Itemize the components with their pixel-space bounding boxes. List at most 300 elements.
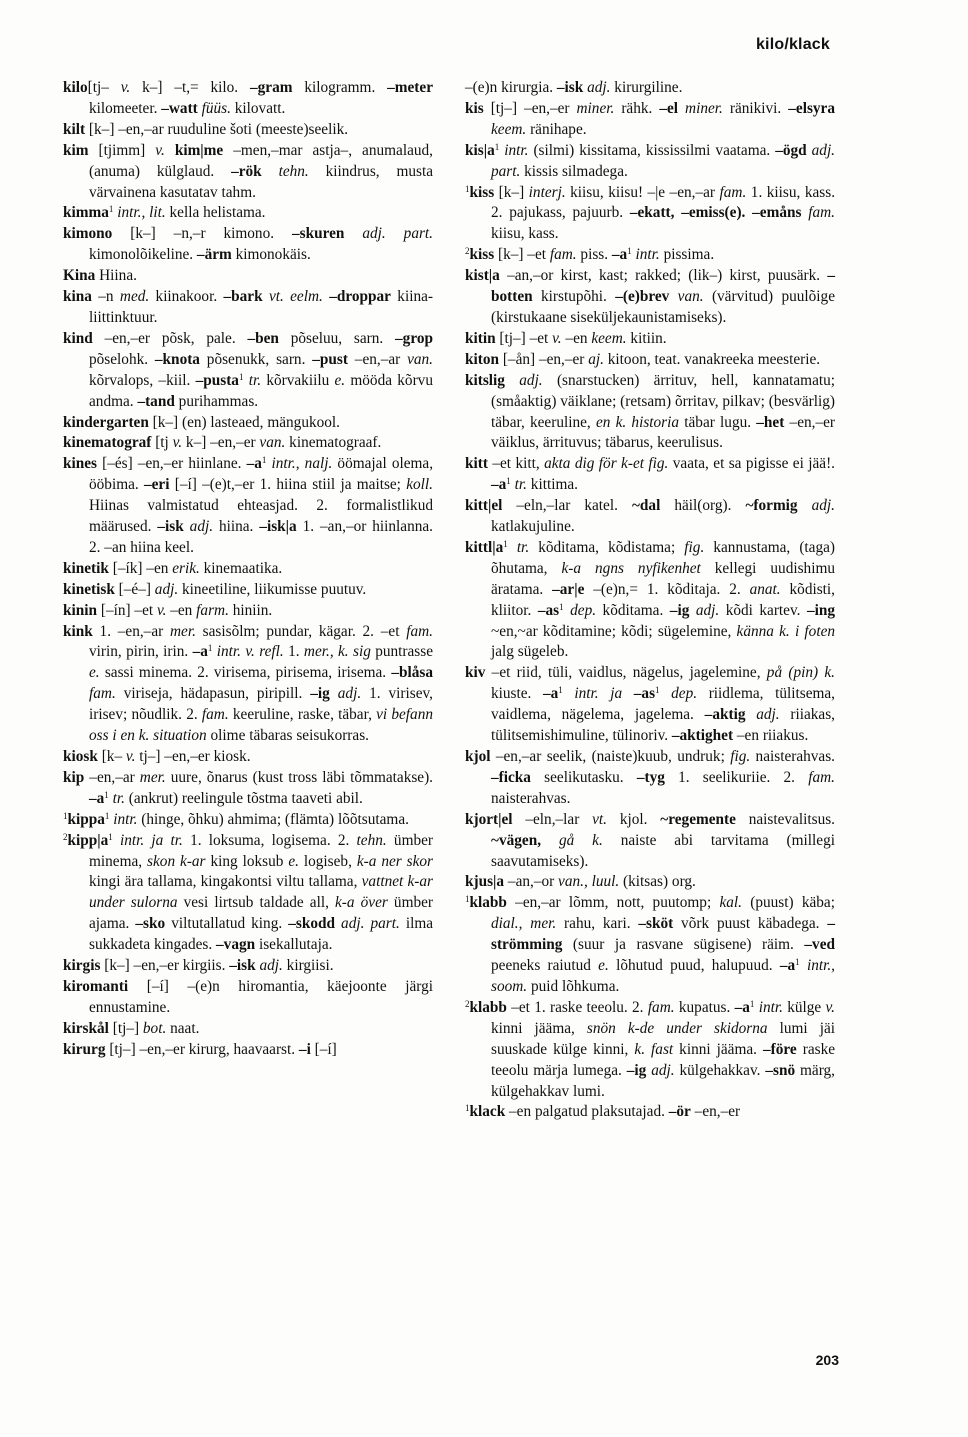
definition-text: kinni jääma.	[673, 1040, 764, 1058]
definition-text: hiniin.	[228, 601, 273, 619]
superscript: 1	[465, 894, 470, 905]
definition-text: märg, külgehakkav lumi.	[491, 1061, 835, 1100]
definition-text: hiina.	[213, 518, 260, 536]
definition-text: kiinakoor.	[149, 288, 224, 306]
superscript: 1	[795, 957, 800, 968]
label-text: anat.	[749, 580, 781, 598]
headword-text: –aktig	[704, 706, 746, 724]
dictionary-entry	[465, 266, 835, 329]
headword-text: –knota	[154, 350, 200, 368]
definition-text: kineetiline, liikumisse puutuv.	[178, 580, 367, 598]
definition-text: kitoon, teat. vanakreeka meesterie.	[603, 350, 821, 368]
superscript: 1	[104, 810, 110, 821]
headword-text: kiss	[469, 246, 495, 264]
headword-text: kilo	[63, 79, 88, 96]
headword-text: –sko	[135, 915, 166, 933]
headword-text: –sköt	[638, 915, 674, 933]
definition-text: kilomeeter.	[89, 99, 162, 117]
page-number: 203	[815, 1352, 839, 1368]
definition-text: –en palgatud plaksutajad.	[505, 1103, 669, 1121]
definition-text: king loksub	[205, 852, 289, 870]
headword-text: ~vägen,	[491, 831, 542, 849]
headword-text: ~dal	[631, 497, 661, 515]
dictionary-entry	[63, 433, 433, 454]
label-text: adj.	[519, 371, 543, 389]
definition-text: puntrasse	[370, 643, 433, 661]
headword-text: kimma	[63, 204, 109, 222]
superscript: 1	[627, 246, 632, 257]
definition-text: kitiin.	[626, 329, 667, 347]
headword-text: ~formig	[745, 497, 798, 515]
definition-text: häil(org).	[660, 497, 746, 515]
definition-text	[541, 832, 559, 849]
headword-text: kinematograf	[63, 434, 152, 452]
definition-text: –en,–er väiklus, ärrituvus; täbarus, keerulisus.	[491, 413, 835, 452]
definition-text: [–és] –en,–er hiinlane.	[97, 455, 247, 473]
label-text: adj.	[337, 685, 362, 703]
definition-text: isekallutaja.	[255, 936, 333, 954]
label-text: intr. ja tr.	[120, 831, 183, 849]
headword-text: –ben	[247, 329, 279, 347]
headword-text: kjus|a	[465, 873, 505, 891]
definition-text: põseluu, sarn.	[278, 329, 396, 347]
definition-text: rähk.	[614, 99, 660, 117]
dictionary-entry	[63, 810, 433, 831]
label-text: v.	[172, 434, 183, 452]
definition-text: [–í] –(e)n hiromantia, käejoonte järgi ennustamine.	[89, 977, 433, 1016]
superscript: 1	[207, 643, 213, 654]
definition-text: viltutallatud king.	[165, 915, 289, 933]
dictionary-entry	[465, 538, 835, 663]
headword-text: –pust	[312, 350, 348, 368]
label-text: interj.	[528, 183, 566, 201]
headword-text: kist|a	[465, 267, 500, 285]
definition-text: riiakas, tülitsemishimuline, tülinoriv.	[491, 706, 835, 745]
dictionary-entry	[465, 810, 835, 873]
label-text: e.	[288, 852, 299, 870]
definition-text	[508, 539, 517, 556]
dictionary-entry	[63, 747, 433, 768]
dictionary-entry	[465, 496, 835, 538]
definition-text: vaata, et sa pigisse ei jää!.	[668, 455, 835, 473]
headword-text: –a	[246, 455, 262, 473]
definition-text	[262, 163, 279, 180]
superscript: 1	[261, 455, 267, 466]
definition-text: kõrvalops, –kiil.	[89, 371, 196, 389]
headword-text: –ved	[804, 936, 835, 954]
right-column	[465, 78, 835, 1123]
definition-text: [tj–] –en,–er kirurg, haavaarst.	[105, 1040, 299, 1058]
headword-text: –ig	[310, 685, 330, 703]
headword-text: –ficka	[491, 768, 531, 786]
definition-text: kinni jääma,	[491, 1019, 587, 1037]
running-head: kilo/klack	[755, 36, 830, 53]
definition-text: Hiinas valmistatud ehteasjad. 2. formalistlikud määrused.	[89, 497, 433, 536]
headword-text: –tand	[137, 392, 175, 410]
definition-text: 1.	[283, 643, 304, 661]
label-text: erik.	[172, 559, 200, 577]
label-text: vt.	[592, 810, 608, 828]
definition-text: naistevalitsus.	[735, 810, 835, 828]
headword-text: –blåsa	[391, 664, 433, 682]
definition-text: kilovatt.	[230, 99, 286, 117]
headword-text: kippa	[67, 810, 105, 828]
definition-text: (silmi) kissitama, kississilmi vaatama.	[528, 141, 776, 159]
definition-text: kinematograaf.	[285, 434, 382, 452]
label-text: k-a ner skor	[356, 852, 433, 870]
label-text: v.	[120, 79, 131, 96]
definition-text: olime täbaras seisukorras.	[206, 727, 369, 745]
definition-text	[622, 685, 634, 702]
superscript: 1	[63, 810, 68, 821]
dictionary-entry	[63, 977, 433, 1019]
dictionary-entry	[465, 183, 835, 246]
superscript: 1	[104, 789, 109, 800]
definition-text: kilogramm.	[292, 79, 388, 96]
label-text: v.	[156, 601, 167, 619]
headword-text: –emåns	[752, 204, 802, 222]
definition-text: [k–	[97, 748, 126, 765]
definition-text: (suur ja rasvane sügisene) räim.	[562, 936, 805, 954]
headword-text: –skuren	[291, 225, 345, 243]
dictionary-entry	[63, 454, 433, 559]
headword-text: kitslig	[465, 371, 505, 389]
headword-text: –isk	[229, 957, 256, 975]
headword-text: kinin	[63, 601, 98, 619]
definition-text: (ankrut) reelingule tõstma taaveti abil.	[124, 789, 363, 807]
superscript: 1	[108, 831, 113, 842]
label-text: v.	[552, 329, 562, 347]
definition-text: puid lõhkuma.	[527, 977, 620, 995]
definition-text: kiina-liittinktuur.	[89, 288, 433, 326]
definition-text: kiuste.	[491, 685, 543, 703]
definition-text: uure, õnarus (kust tross läbi tõmmatakse).	[165, 768, 434, 786]
label-text: vi befann oss i en k. situation	[89, 706, 433, 745]
headword-text: –as	[633, 685, 656, 703]
dictionary-entry	[465, 1102, 835, 1123]
label-text: vt. eelm.	[268, 288, 323, 306]
definition-text	[505, 372, 519, 389]
dictionary-entry	[465, 329, 835, 350]
label-text: füüs.	[201, 99, 231, 117]
dictionary-entry	[465, 371, 835, 455]
label-text: adj. part.	[362, 225, 433, 243]
headword-text: kines	[63, 455, 98, 473]
label-text: e.	[89, 664, 100, 682]
label-text: känna k. i foten	[736, 622, 836, 640]
label-text: dep.	[570, 601, 597, 619]
definition-text: riidlema, tülitsema, vaidlema, nägelema, jagelema.	[491, 685, 836, 724]
definition-text: [–ån] –en,–er	[499, 350, 589, 368]
headword-text: –ögd	[775, 141, 807, 159]
headword-text: –skodd	[288, 915, 335, 933]
headword-text: –a	[89, 789, 105, 807]
definition-text: kiisu, kiisu! –|e –en,–ar	[565, 183, 720, 201]
definition-text: –et riid, tüli, vaidlus, nägelus, jagelemine,	[485, 664, 767, 682]
headword-text: kinetik	[63, 559, 109, 577]
headword-text: kirurg	[63, 1040, 106, 1058]
definition-text: tj–] –en,–er kiosk.	[135, 748, 251, 765]
definition-text	[669, 288, 677, 305]
definition-text	[165, 142, 175, 159]
definition-text: [tj–	[87, 79, 121, 96]
definition-text: kõdisti, kliitor.	[491, 580, 836, 619]
label-text: fam.	[89, 685, 116, 703]
definition-text: kellegi uudishimu äratama.	[491, 559, 835, 598]
definition-text: põsenukk, sarn.	[199, 350, 313, 368]
label-text: e.	[334, 371, 346, 389]
dictionary-entry	[63, 78, 433, 120]
definition-text	[563, 685, 575, 702]
label-text: skon k-ar	[147, 852, 206, 870]
definition-text: ümber ajama.	[89, 894, 433, 933]
definition-text: 1. kiisu, kass. 2. pajukass, pajuurb.	[491, 183, 836, 222]
label-text: snön k-de under skidorna	[586, 1019, 768, 1037]
definition-text: 1. seelikuriie. 2.	[664, 768, 809, 786]
definition-text: kannustama, (taga) õhutama,	[491, 538, 836, 577]
dictionary-entry	[63, 203, 433, 224]
definition-text: 1. loksuma, logisema. 2.	[182, 831, 357, 849]
label-text: intr.	[635, 246, 660, 264]
headword-text: –pusta	[195, 371, 239, 389]
definition-text: kella helistama.	[165, 204, 266, 222]
label-text: adj.	[587, 79, 611, 96]
definition-text: sassi minema. 2. virisema, pirisema, irisema.	[99, 664, 392, 682]
definition-text: ränikivi.	[722, 99, 789, 117]
superscript: 1	[108, 204, 114, 215]
definition-text: –men,–mar astja–, anumalaud, (anuma) külglaud.	[89, 141, 433, 180]
definition-text: [k–] –en,–ar ruuduline šoti (meeste)seelik.	[85, 120, 349, 138]
label-text: adj.	[154, 580, 179, 598]
headword-text: kiosk	[63, 748, 98, 765]
superscript: 1	[238, 371, 244, 382]
definition-text: kõdi kartev.	[719, 601, 807, 619]
definition-text: kiindrus, musta värvainena kasutatav tahm.	[89, 162, 434, 201]
definition-text: vesi lirtsub taldade all,	[177, 894, 336, 912]
superscript: 1	[506, 476, 511, 487]
headword-text: –a	[491, 476, 507, 494]
definition-text: [k–] –n,–r kimono.	[112, 225, 292, 243]
definition-text	[660, 685, 672, 702]
headword-text: kind	[63, 329, 93, 347]
label-text: farm.	[196, 601, 229, 619]
definition-text: kingi ära tallama, kingakontsi viltu tallama,	[89, 873, 362, 891]
definition-text: [tj–] –et	[495, 329, 553, 347]
headword-text: –isk	[157, 518, 184, 536]
headword-text: kis	[465, 99, 484, 117]
definition-text: –en	[561, 329, 592, 347]
label-text: tr.	[516, 538, 530, 556]
left-column	[63, 78, 433, 1061]
dictionary-entry	[465, 663, 835, 747]
definition-text: lõhutud puud, halupuud.	[608, 957, 780, 975]
dictionary-entry	[465, 350, 835, 371]
superscript: 1	[503, 538, 508, 549]
dictionary-entry	[63, 601, 433, 622]
label-text: mer.	[169, 622, 196, 640]
dictionary-entry	[63, 768, 433, 810]
definition-text	[678, 100, 685, 117]
label-text: k-a över	[335, 894, 388, 912]
dictionary-entry	[465, 99, 835, 141]
definition-text: [tj–]	[108, 1019, 143, 1037]
definition-text: viriseja, hädapasun, piripill.	[115, 685, 311, 703]
headword-text: –a	[542, 685, 559, 703]
superscript: 1	[559, 601, 564, 612]
definition-text	[344, 225, 362, 242]
definition-text: katlakujuline.	[491, 518, 575, 536]
definition-text: võrk puust käbadega.	[673, 915, 828, 933]
headword-text: –tyg	[636, 768, 665, 786]
label-text: v.	[825, 998, 835, 1016]
definition-text: –et 1. raske teeolu. 2.	[506, 998, 648, 1016]
label-text: en k. historia	[595, 413, 680, 431]
headword-text: –isk	[556, 79, 584, 96]
definition-text: ilma sukkadeta kingades.	[89, 915, 434, 954]
definition-text: öömajal olema, ööbima.	[89, 455, 434, 494]
definition-text: naisterahvas.	[750, 748, 835, 765]
definition-text: Hiina.	[95, 267, 137, 285]
label-text: fam.	[549, 246, 577, 264]
definition-text: –eln,–lar	[512, 810, 593, 828]
label-text: intr., nalj.	[271, 455, 333, 473]
headword-text: –ig	[669, 601, 690, 619]
definition-text: [k–]	[494, 183, 529, 201]
label-text: akta dig för k-et fig.	[544, 455, 669, 473]
superscript: 1	[465, 183, 470, 194]
label-text: van.	[407, 350, 434, 368]
headword-text: ~regemente	[660, 810, 736, 828]
superscript: 2	[465, 246, 470, 257]
label-text: koll.	[406, 476, 433, 494]
dictionary-entry	[63, 580, 433, 601]
label-text: van., luul.	[558, 873, 620, 891]
label-text: fam.	[808, 768, 835, 786]
headword-text: –het	[756, 413, 785, 431]
headword-text: kinetisk	[63, 580, 115, 598]
dictionary-entry	[465, 454, 835, 496]
superscript: 2	[63, 831, 68, 842]
label-text: intr.	[504, 141, 529, 159]
label-text: miner.	[685, 99, 723, 117]
headword-text: –a	[611, 246, 628, 264]
definition-text: kimonokäis.	[231, 246, 311, 264]
headword-text: kis|a	[465, 141, 495, 159]
headword-text: kindergarten	[63, 413, 149, 431]
headword-text: –eri	[143, 476, 170, 494]
definition-text: kirstupõhi.	[532, 288, 616, 306]
label-text: adj.	[695, 601, 720, 619]
dictionary-entry	[465, 872, 835, 893]
headword-text: kipp|a	[67, 831, 109, 849]
headword-text: kilt	[63, 120, 86, 138]
definition-text: kõrvakiilu	[261, 371, 335, 389]
headword-text: –ing	[806, 601, 836, 619]
definition-text: purihammas.	[174, 392, 259, 410]
headword-text: –ärm	[196, 246, 232, 264]
definition-text: lumi jäi suuskade külge kinni,	[491, 1019, 835, 1058]
headword-text: –vagn	[216, 936, 256, 954]
dictionary-entry	[465, 893, 835, 998]
label-text: på (pin) k.	[766, 664, 835, 682]
label-text: k-a ngns nyfikenhet	[561, 559, 701, 577]
definition-text: –en,–ar	[347, 350, 408, 368]
definition-text: –en,–er põsk, pale.	[92, 329, 248, 347]
headword-text: –strömming	[491, 915, 836, 954]
label-text: adj.	[189, 518, 214, 536]
label-text: keem.	[591, 329, 627, 347]
headword-text: –a	[192, 643, 208, 661]
headword-text: kiton	[465, 350, 500, 368]
definition-text: k–] –t,= kilo.	[130, 79, 250, 96]
definition-text: virin, pirin, irin.	[89, 643, 193, 661]
dictionary-entry	[465, 998, 835, 1103]
definition-text: [–í] –(e)t,–er 1. hiina stiil ja maitse;	[169, 476, 407, 494]
label-text: e.	[598, 957, 609, 975]
label-text: kal.	[719, 894, 742, 912]
definition-text: (snarstucken) ärrituv, hell, kannatamatu; (småaktig) väiklane; (retsam) õrritav, pilkav; (besvärlig) täbar, keeruline,	[491, 371, 836, 431]
headword-text: –ig	[626, 1061, 647, 1079]
definition-text: ränihape.	[526, 120, 587, 138]
headword-text: –ar|e	[552, 580, 585, 598]
definition-text: [k–] (en) lasteaed, mängukool.	[148, 413, 340, 431]
definition-text: [k–] –et	[494, 246, 550, 264]
superscript: 1	[749, 998, 755, 1009]
definition-text: –eln,–lar katel.	[502, 497, 632, 515]
label-text: tr.	[514, 476, 527, 494]
definition-text: –an,–or	[504, 873, 559, 891]
dictionary-entry	[63, 1019, 433, 1040]
label-text: k. fast	[634, 1040, 674, 1058]
label-text: adj. part.	[341, 915, 400, 933]
definition-text: [tj–] –en,–er	[483, 99, 577, 117]
headword-text: –före	[763, 1040, 797, 1058]
label-text: van.	[259, 434, 286, 452]
definition-text: raske teeolu märja lumega.	[491, 1040, 836, 1079]
definition-text: mööda kõrvu andma.	[89, 371, 433, 410]
headword-text: –ekatt, –emiss(e).	[629, 204, 746, 222]
label-text: fam.	[647, 998, 675, 1016]
dictionary-entry	[63, 224, 433, 266]
definition-text	[798, 497, 812, 514]
definition-text: [–í]	[310, 1040, 337, 1058]
headword-text: –rök	[231, 162, 262, 180]
dictionary-entry	[465, 245, 835, 266]
label-text: gå k.	[558, 831, 603, 849]
label-text: v.	[155, 141, 165, 159]
label-text: mer.	[139, 768, 166, 786]
definition-text: kõditama, kõdistama;	[529, 538, 685, 556]
headword-text: –ör	[668, 1103, 691, 1121]
definition-text: ümber minema,	[89, 831, 434, 870]
superscript: 1	[494, 141, 500, 152]
definition-text: kjol.	[607, 810, 661, 828]
definition-text: piss.	[576, 246, 612, 264]
headword-text: –(e)brev	[615, 288, 670, 306]
definition-text: täbar lugu.	[679, 413, 757, 431]
headword-text: Kina	[63, 267, 96, 285]
label-text: adj. part.	[491, 141, 836, 180]
definition-text: (puust) käba;	[741, 894, 835, 912]
definition-text: –en,–ar seelik, (naiste)kuub, undruk;	[490, 748, 731, 765]
definition-text: –en,–er	[690, 1103, 741, 1121]
definition-text: (kitsas) org.	[619, 873, 696, 891]
definition-text: –n	[91, 288, 120, 306]
label-text: intr.	[758, 998, 783, 1016]
headword-text: klack	[469, 1103, 506, 1121]
label-text: adj.	[756, 706, 780, 724]
dictionary-entry	[63, 622, 433, 747]
